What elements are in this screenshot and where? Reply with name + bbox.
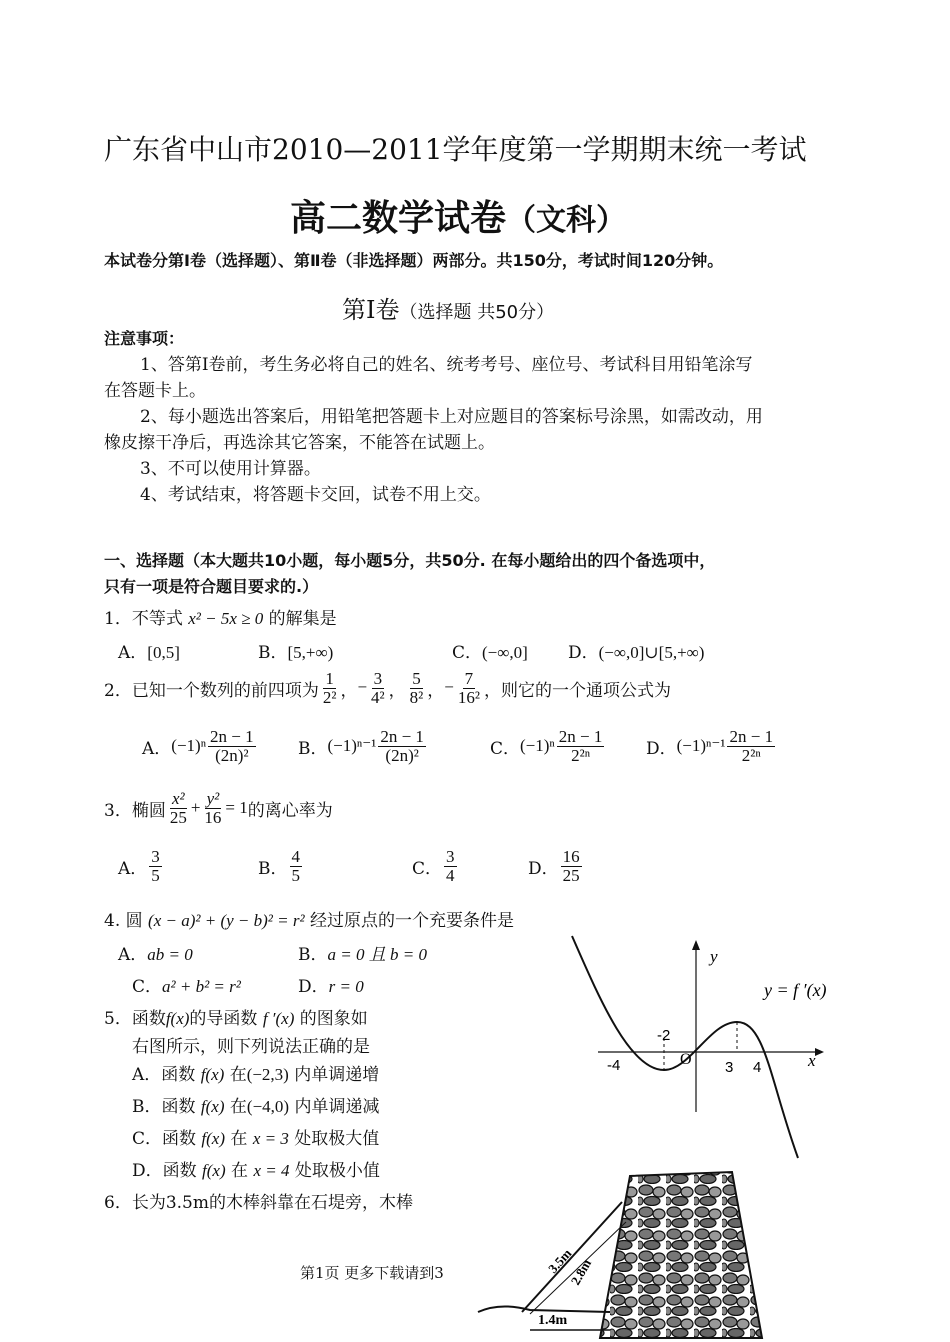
q2-option-c-coef: (−1)ⁿ	[520, 736, 555, 756]
q2-option-d-num: 2n − 1	[729, 727, 774, 746]
tick-4-label: 4	[753, 1059, 762, 1076]
q2-prefix: 2．已知一个数列的前四项为	[104, 680, 319, 701]
q2-term4-sign: −	[444, 677, 454, 697]
q5-option-d-fx: f(x)	[202, 1161, 226, 1180]
exam-title-line: 广东省中山市2010—2011学年度第一学期期末统一考试	[104, 133, 807, 166]
q2-option-c-den: 2²ⁿ	[571, 745, 591, 765]
q2-term	[319, 670, 341, 707]
part1-title-sub: （选择题 共50分）	[399, 302, 555, 323]
q4-option-c-label: C．	[132, 977, 163, 997]
q3-option-b-den: 5	[291, 865, 300, 885]
q2-option-c-num: 2n − 1	[558, 727, 603, 746]
q2-option-a	[142, 728, 258, 765]
q1-option-c-value: (−∞,0]	[482, 643, 528, 662]
q2-term1-num: 1	[325, 669, 334, 688]
stick-length-label: 3.5m	[545, 1245, 575, 1277]
q3-option-a	[118, 848, 164, 885]
y-axis-label: y	[710, 947, 718, 966]
tick-3-label: 3	[725, 1059, 734, 1076]
q2-term4-den: 16²	[457, 687, 480, 707]
q2-option-b-label: B．	[298, 738, 328, 759]
q4-option-b	[298, 940, 427, 965]
question-3	[104, 790, 333, 827]
q3-option-a-den: 5	[151, 865, 160, 885]
question-5-line2: 右图所示，则下列说法正确的是	[132, 1037, 370, 1057]
q5-option-a-val: (−2,3)	[246, 1065, 289, 1084]
q2-option-b	[298, 728, 428, 765]
q3-option-d-label: D．	[528, 858, 559, 879]
q3-f1-den: 25	[169, 807, 187, 827]
q1-expr: x² − 5x ≥ 0	[188, 609, 264, 628]
origin-label: O	[680, 1051, 692, 1068]
q5-option-c	[132, 1124, 379, 1149]
note-2-line1: 2、每小题选出答案后，用铅笔把答题卡上对应题目的答案标号涂黑，如需改动，用	[140, 407, 763, 427]
section1-line2: 只有一项是符合题目要求的.）	[104, 577, 319, 596]
q5-fpx: f ′(x)	[262, 1009, 295, 1028]
y-axis-arrow	[692, 940, 700, 950]
q3-f2-den: 16	[204, 807, 222, 827]
q1-option-a-label: A．	[118, 643, 148, 663]
q1-option-b-label: B．	[258, 643, 288, 663]
subject-title-paren: （文科）	[506, 203, 627, 238]
q4-option-b-label: B．	[298, 945, 328, 965]
q3-suffix: 的离心率为	[247, 800, 333, 821]
q4-suffix: 经过原点的一个充要条件是	[309, 911, 514, 931]
question-5-line1	[104, 1004, 368, 1029]
q2-term3-den: 8²	[409, 687, 424, 707]
partial-length-label: 2.8m	[567, 1256, 595, 1288]
q1-option-d	[568, 638, 704, 663]
note-1-line2: 在答题卡上。	[104, 381, 206, 401]
q3-option-a-num: 3	[151, 847, 160, 866]
q2-term	[406, 670, 428, 707]
q3-option-b-label: B．	[258, 858, 288, 879]
q5-line1-mid: 的导函数	[189, 1009, 258, 1029]
q2-option-a-num: 2n − 1	[210, 727, 254, 746]
q5-fx: f(x)	[165, 1009, 190, 1028]
q4-expr: (x − a)² + (y − b)² = r²	[148, 911, 305, 930]
q2-option-a-coef: (−1)ⁿ	[171, 736, 207, 756]
part1-title-main: 第Ⅰ卷	[342, 296, 400, 324]
q2-term	[357, 670, 388, 707]
q2-term	[444, 670, 484, 707]
q3-option-b-num: 4	[291, 847, 300, 866]
q1-option-c	[452, 638, 528, 663]
tick-neg4-label: -4	[607, 1057, 621, 1074]
q2-term2-sign: −	[357, 677, 368, 697]
note-1-line1: 1、答第Ⅰ卷前，考生务必将自己的姓名、统考考号、座位号、考试科目用铅笔涂写	[140, 355, 753, 375]
q2-option-d-den: 2²ⁿ	[741, 745, 761, 765]
q3-f1-num: x²	[172, 789, 185, 808]
q4-option-b-value: a = 0 且 b = 0	[327, 945, 427, 964]
note-3: 3、不可以使用计算器。	[140, 459, 321, 479]
part1-title	[342, 290, 554, 325]
q2-option-d-coef: (−1)ⁿ⁻¹	[676, 736, 726, 756]
q5-option-d-label: D．函数	[132, 1161, 197, 1181]
q4-option-d-label: D．	[298, 977, 329, 997]
q2-term2-den: 4²	[371, 687, 385, 707]
tick-neg2-label: -2	[657, 1027, 671, 1044]
q5-option-c-val: x = 3	[252, 1129, 289, 1148]
x-axis-arrow	[815, 1048, 824, 1056]
question-1	[104, 604, 337, 629]
note-4: 4、考试结束，将答题卡交回，试卷不用上交。	[140, 485, 491, 505]
exam-intro: 本试卷分第Ⅰ卷（选择题）、第Ⅱ卷（非选择题）两部分。共150分，考试时间120分钟。	[104, 251, 724, 270]
q2-suffix: ，则它的一个通项公式为	[483, 680, 671, 701]
q5-option-d	[132, 1156, 380, 1181]
q4-option-a-value: ab = 0	[147, 945, 193, 964]
q1-suffix: 的解集是	[268, 609, 337, 629]
q4-option-a-label: A．	[118, 945, 148, 965]
q5-option-a-mid: 在	[229, 1065, 247, 1085]
q4-option-c-value: a² + b² = r²	[162, 977, 241, 996]
q3-option-c	[412, 848, 459, 885]
question-2: 2．已知一个数列的前四项为 $\frac{1}{\text{2²}}$ ， − $\frac{3}{\text{4²}}$ ， $\frac{5}{\text{8²}}$ ， − $\frac{7}{\text{16²}}$ ，则它的一个通项公式为	[104, 669, 671, 707]
q5-option-b-val: (−4,0)	[246, 1097, 290, 1116]
q3-option-d	[528, 848, 584, 885]
q3-plus: +	[190, 798, 201, 818]
q3-option-d-den: 25	[562, 865, 580, 885]
q3-prefix: 3．椭圆	[104, 800, 166, 821]
q1-option-b	[258, 638, 333, 663]
q4-prefix: 4. 圆	[104, 911, 143, 931]
q2-option-c	[490, 728, 606, 765]
q5-option-d-val: x = 4	[253, 1161, 290, 1180]
q2-option-b-coef: (−1)ⁿ⁻¹	[327, 736, 377, 756]
q5-option-a-label: A．函数	[132, 1065, 196, 1085]
q5-option-b	[132, 1092, 379, 1117]
q3-option-c-label: C．	[412, 858, 443, 879]
notes-heading: 注意事项：	[104, 329, 185, 348]
q1-option-d-label: D．	[568, 643, 599, 663]
q3-option-a-label: A．	[118, 858, 148, 879]
q5-option-a-suf: 内单调递增	[294, 1065, 380, 1085]
q5-option-b-mid: 在	[229, 1097, 247, 1117]
page-footer: 第1页 更多下载请到3	[300, 1264, 444, 1282]
curve-label: y = f ′(x)	[764, 980, 827, 1000]
q5-line1-pre: 5．函数	[104, 1009, 166, 1029]
x-axis-label: x	[808, 1051, 816, 1070]
q1-option-a	[118, 638, 180, 663]
section1-line1: 一、选择题（本大题共10小题，每小题5分，共50分. 在每小题给出的四个备选项中，	[104, 551, 716, 570]
q4-option-c	[132, 972, 241, 997]
q3-f2-num: y²	[206, 789, 220, 808]
q5-option-a	[132, 1060, 379, 1085]
q4-option-d	[298, 972, 364, 997]
q1-option-d-value: (−∞,0]∪[5,+∞)	[598, 643, 705, 662]
q4-option-a	[118, 940, 193, 965]
q2-option-c-label: C．	[490, 738, 521, 759]
q2-term2-num: 3	[373, 669, 383, 688]
stone-embankment	[600, 1172, 762, 1338]
q1-prefix: 1．不等式	[104, 609, 183, 629]
q5-option-b-fx: f(x)	[200, 1097, 225, 1116]
q5-option-c-mid: 在	[230, 1129, 248, 1149]
q5-line1-suf: 的图象如	[299, 1009, 368, 1029]
q3-option-d-num: 16	[562, 847, 580, 866]
q2-option-b-num: 2n − 1	[380, 727, 424, 746]
q1-option-c-label: C．	[452, 643, 483, 663]
derivative-graph	[560, 930, 840, 1160]
q2-option-b-den: (2n)²	[385, 745, 419, 765]
derivative-curve	[572, 936, 798, 1158]
q2-term1-den: 2²	[322, 687, 337, 707]
question-6: 6．长为3.5m的木棒斜靠在石堤旁，木棒	[104, 1193, 413, 1213]
q3-option-b	[258, 848, 304, 885]
note-2-line2: 橡皮擦干净后，再选涂其它答案，不能答在试题上。	[104, 433, 495, 453]
q5-option-a-fx: f(x)	[200, 1065, 225, 1084]
q5-option-d-mid: 在	[231, 1161, 249, 1181]
q3-eq: = 1	[225, 798, 248, 818]
q2-term3-num: 5	[412, 669, 421, 688]
q3-option-c-den: 4	[446, 865, 455, 885]
q2-option-d	[646, 728, 777, 765]
q2-option-a-den: (2n)²	[215, 745, 249, 765]
subject-title	[290, 190, 626, 241]
subject-title-main: 高二数学试卷	[290, 197, 507, 239]
ground-line	[478, 1306, 610, 1312]
q5-option-d-suf: 处取极小值	[294, 1161, 380, 1181]
q5-option-b-suf: 内单调递减	[294, 1097, 380, 1117]
q5-option-b-label: B．函数	[132, 1097, 196, 1117]
q1-option-a-value: [0,5]	[147, 643, 180, 662]
question-4	[104, 906, 514, 931]
q2-option-a-label: A．	[142, 738, 172, 759]
q5-option-c-label: C．函数	[132, 1129, 197, 1149]
q3-option-c-num: 3	[446, 847, 455, 866]
q4-option-d-value: r = 0	[328, 977, 364, 996]
q5-option-c-fx: f(x)	[201, 1129, 226, 1148]
q2-option-d-label: D．	[646, 738, 677, 759]
base-length-label: 1.4m	[538, 1313, 568, 1328]
q1-option-b-value: [5,+∞)	[287, 643, 334, 662]
q5-option-c-suf: 处取极大值	[294, 1129, 380, 1149]
q2-term4-num: 7	[464, 669, 474, 688]
embankment-figure	[470, 1162, 800, 1342]
